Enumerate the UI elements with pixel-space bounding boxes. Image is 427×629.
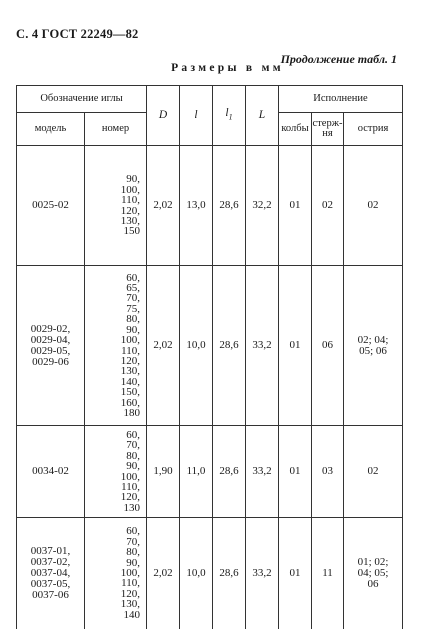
tip-line: 04; 05; [357, 566, 389, 579]
number-line: 60, [126, 525, 140, 538]
cell-numbers [85, 146, 147, 266]
dimensions-caption: Размеры в мм [171, 62, 284, 74]
model-line: 0037-06 [32, 588, 69, 601]
cell-model [17, 518, 85, 629]
number-line: 75, [126, 302, 140, 315]
cell-bulb: 01 [279, 146, 312, 266]
cell-model [17, 266, 85, 426]
number-line: 60, [126, 271, 140, 284]
cell-rod: 11 [312, 518, 344, 629]
table-continuation-label: Продолжение табл. 1 [280, 52, 397, 66]
header-L: L [246, 86, 279, 146]
cell-numbers [85, 518, 147, 629]
number-line: 90, [126, 173, 140, 186]
cell-D: 2,02 [147, 266, 180, 426]
cell-l1: 28,6 [213, 518, 246, 629]
number-line: 110, [121, 344, 140, 357]
cell-bulb: 01 [279, 266, 312, 426]
number-line: 130, [120, 214, 140, 227]
cell-l: 10,0 [180, 266, 213, 426]
cell-tip [344, 426, 403, 518]
cell-l: 10,0 [180, 518, 213, 629]
header-l: l [180, 86, 213, 146]
number-line: 120, [120, 354, 140, 367]
table-row [17, 426, 403, 518]
tip-line: 05; 06 [359, 344, 387, 357]
number-line: 90, [126, 460, 140, 473]
number-line: 120, [120, 491, 140, 504]
header-tip: острия [344, 113, 403, 146]
number-line: 130 [123, 501, 140, 514]
number-line: 160, [120, 396, 140, 409]
table-row [17, 146, 403, 266]
cell-L: 33,2 [246, 518, 279, 629]
number-line: 80, [126, 546, 140, 559]
tip-line: 06 [367, 577, 379, 590]
cell-D: 1,90 [147, 426, 180, 518]
number-line: 140 [123, 608, 140, 621]
model-line: 0037-02, [30, 555, 71, 568]
number-line: 120, [120, 204, 140, 217]
header-execution: Исполнение [279, 86, 403, 113]
number-line: 70, [126, 535, 140, 548]
cell-tip [344, 266, 403, 426]
cell-l1: 28,6 [213, 266, 246, 426]
header-l1-sub: 1 [228, 112, 233, 122]
table-row [17, 266, 403, 426]
page-header: С. 4 ГОСТ 22249—82 [16, 27, 139, 41]
cell-D: 2,02 [147, 518, 180, 629]
cell-bulb: 01 [279, 518, 312, 629]
model-line: 0029-04, [30, 333, 71, 346]
number-line: 100, [120, 183, 140, 196]
number-line: 65, [126, 282, 140, 295]
cell-l1: 28,6 [213, 146, 246, 266]
cell-rod: 02 [312, 146, 344, 266]
cell-model [17, 146, 85, 266]
header-rod [312, 113, 344, 146]
number-line: 110, [121, 194, 140, 207]
number-line: 80, [126, 449, 140, 462]
number-line: 110, [121, 480, 140, 493]
number-line: 140, [120, 375, 140, 388]
number-line: 130, [120, 598, 140, 611]
model-line: 0029-05, [30, 344, 71, 357]
number-line: 120, [120, 587, 140, 600]
table-row [17, 518, 403, 629]
cell-bulb: 01 [279, 426, 312, 518]
header-l1-base: l [225, 107, 229, 120]
number-line: 60, [126, 428, 140, 441]
tip-line: 02; 04; [357, 333, 389, 346]
cell-numbers [85, 266, 147, 426]
header-number: номер [85, 113, 147, 146]
model-line: 0037-04, [30, 566, 71, 579]
number-line: 100, [120, 470, 140, 483]
number-line: 150, [120, 386, 140, 399]
number-line: 70, [126, 439, 140, 452]
needle-spec-table [16, 85, 403, 629]
number-line: 150 [123, 225, 140, 238]
number-line: 180 [123, 406, 140, 419]
cell-L: 33,2 [246, 266, 279, 426]
header-D: D [147, 86, 180, 146]
header-model: модель [17, 113, 85, 146]
tip-line: 02 [367, 199, 379, 211]
cell-l1: 28,6 [213, 426, 246, 518]
number-line: 100, [120, 334, 140, 347]
number-line: 70, [126, 292, 140, 305]
cell-l: 13,0 [180, 146, 213, 266]
model-line: 0029-06 [32, 355, 69, 368]
cell-tip [344, 146, 403, 266]
header-l1 [213, 86, 246, 146]
header-needle-designation: Обозначение иглы [17, 86, 147, 113]
number-line: 90, [126, 556, 140, 569]
model-line: 0025-02 [32, 199, 69, 211]
cell-rod: 03 [312, 426, 344, 518]
cell-numbers [85, 426, 147, 518]
model-line: 0034-02 [32, 465, 69, 477]
cell-rod: 06 [312, 266, 344, 426]
cell-model [17, 426, 85, 518]
model-line: 0029-02, [30, 322, 71, 335]
number-line: 80, [126, 313, 140, 326]
header-rod-line2: ня [322, 128, 333, 139]
tip-line: 02 [367, 465, 379, 477]
cell-L: 32,2 [246, 146, 279, 266]
number-line: 100, [120, 567, 140, 580]
model-line: 0037-01, [30, 544, 71, 557]
tip-line: 01; 02; [357, 555, 389, 568]
cell-l: 11,0 [180, 426, 213, 518]
cell-L: 33,2 [246, 426, 279, 518]
header-rod-line1: стерж- [312, 118, 343, 129]
cell-D: 2,02 [147, 146, 180, 266]
cell-tip [344, 518, 403, 629]
header-bulb: колбы [279, 113, 312, 146]
number-line: 90, [126, 323, 140, 336]
number-line: 110, [121, 577, 140, 590]
model-line: 0037-05, [30, 577, 71, 590]
number-line: 130, [120, 365, 140, 378]
